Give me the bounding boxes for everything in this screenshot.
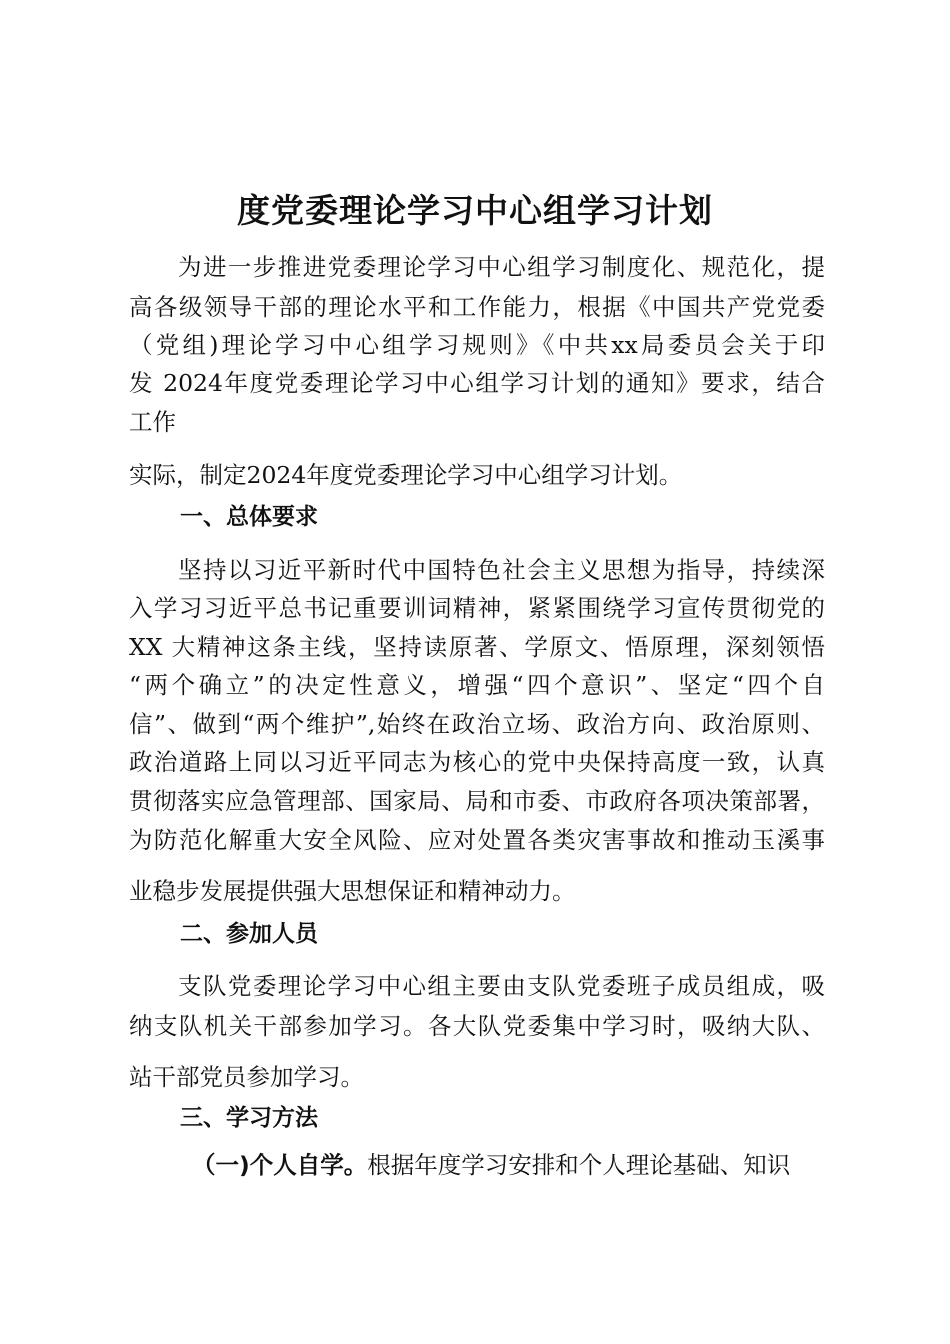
intro-line-1: 为进一步推进党委理论学习中心组学习制度化、规范化，提 <box>178 253 825 281</box>
section1-line-6: 政治道路上同以习近平同志为核心的党中央保持高度一致，认真 <box>129 748 825 776</box>
intro-line-6: 实际，制定2024年度党委理论学习中心组学习计划。 <box>129 461 683 489</box>
section3-item1-lead: （一)个人自学。 <box>192 1151 368 1179</box>
section1-line-4: “两个确立”的决定性意义，增强“四个意识”、坚定“四个自 <box>129 671 825 699</box>
section2-line-1: 支队党委理论学习中心组主要由支队党委班子成员组成，吸 <box>178 972 825 1000</box>
section-heading-participants: 二、参加人员 <box>180 921 318 947</box>
section-heading-study-methods: 三、学习方法 <box>180 1105 318 1131</box>
intro-line-2: 高各级领导干部的理论水平和工作能力，根据《中国共产党党委 <box>129 293 825 321</box>
section1-line-5: 信”、做到“两个维护”,始终在政治立场、政治方向、政治原则、 <box>129 710 825 738</box>
section1-line-2: 入学习习近平总书记重要训词精神，紧紧围绕学习宣传贯彻党的 <box>129 594 825 622</box>
section3-item1-line <box>192 1148 790 1182</box>
section-heading-general-requirements: 一、总体要求 <box>180 504 318 530</box>
section1-line-9: 业稳步发展提供强大思想保证和精神动力。 <box>129 877 576 905</box>
section2-line-3: 站干部党员参加学习。 <box>129 1063 364 1091</box>
section1-line-7: 贯彻落实应急管理部、国家局、局和市委、市政府各项决策部署， <box>129 787 825 815</box>
intro-line-4: 发 2024年度党委理论学习中心组学习计划的通知》要求，结合 <box>129 369 825 397</box>
section1-line-1: 坚持以习近平新时代中国特色社会主义思想为指导，持续深 <box>178 556 825 584</box>
section1-line-8: 为防范化解重大安全风险、应对处置各类灾害事故和推动玉溪事 <box>129 826 825 854</box>
document-title: 度党委理论学习中心组学习计划 <box>237 191 713 230</box>
section1-line-3: XX 大精神这条主线，坚持读原著、学原文、悟原理，深刻领悟 <box>129 633 825 661</box>
section3-item1-text: 根据年度学习安排和个人理论基础、知识 <box>367 1151 791 1179</box>
intro-line-3: （党组)理论学习中心组学习规则》《中共xx局委员会关于印 <box>129 331 825 359</box>
section2-line-2: 纳支队机关干部参加学习。各大队党委集中学习时，吸纳大队、 <box>129 1012 825 1040</box>
intro-line-5: 工作 <box>129 408 176 436</box>
